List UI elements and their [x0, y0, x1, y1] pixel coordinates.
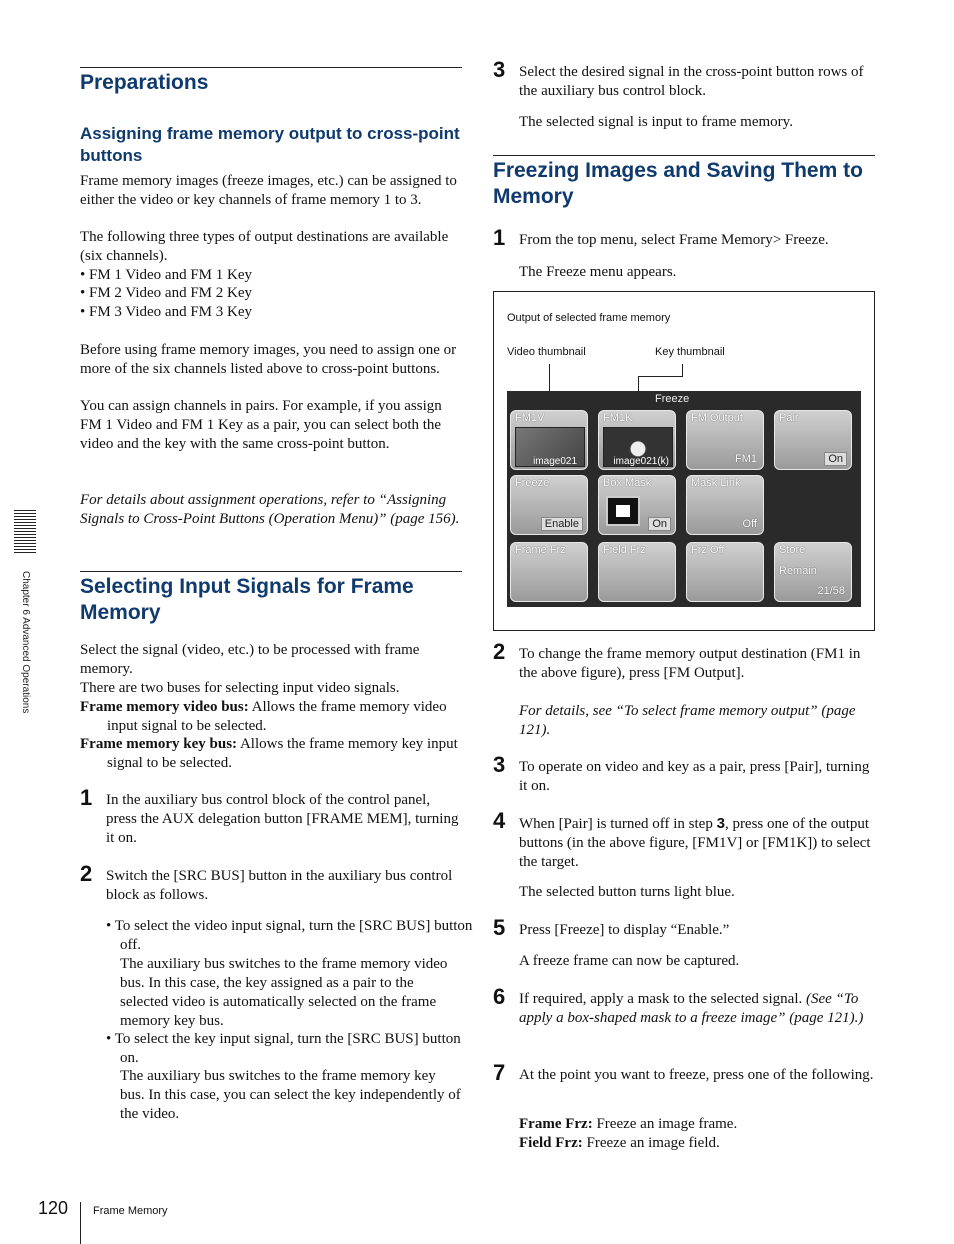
frz-off-button[interactable] [686, 542, 764, 602]
cross-reference-note: For details about assignment operations, refer to “Assigning Signals to Cross-Point Buttons (Operation Menu)” (page 156). [80, 492, 460, 527]
text-run: If required, apply a mask to the selected signal. [519, 991, 806, 1007]
definition: Freeze an image frame. [592, 1116, 738, 1132]
step-text [519, 990, 875, 1028]
thumbnail-name: image021 [533, 456, 577, 467]
step-number: 4 [493, 808, 506, 833]
bullet-item: • FM 3 Video and FM 3 Key [80, 304, 252, 320]
paragraph: There are two buses for selecting input video signals. [80, 680, 400, 696]
footer-divider [80, 1202, 81, 1244]
fm1k-button[interactable] [598, 410, 676, 470]
step-text: To change the frame memory output destination (FM1 in the above figure), press [FM Output]. [519, 646, 861, 681]
paragraph: Select the signal (video, etc.) to be processed with frame memory. [80, 642, 420, 677]
step-text: At the point you want to freeze, press one of the following. [519, 1067, 874, 1083]
text-run: , press one of the output buttons (in the above figure, [FM1V] or [FM1K]) to select the target. [519, 816, 871, 870]
freeze-button[interactable] [510, 475, 588, 535]
paragraph: The auxiliary bus switches to the frame memory key bus. In this case, you can select the key independently of the video. [120, 1068, 461, 1122]
bullet-item: • FM 1 Video and FM 1 Key [80, 267, 252, 283]
button-label: Mask Link [691, 477, 741, 489]
step-text: To operate on video and key as a pair, press [Pair], turning it on. [519, 759, 870, 794]
pair-button[interactable] [774, 410, 852, 470]
button-label: Field Frz [603, 544, 646, 556]
paragraph: The following three types of output destinations are available (six channels). [80, 229, 449, 264]
paragraph: Before using frame memory images, you need to assign one or more of the six channels listed above to cross-point buttons. [80, 342, 457, 377]
step-result: A freeze frame can now be captured. [519, 953, 740, 969]
definition-frame-frz [519, 1115, 875, 1134]
cross-reference-note: (See “To apply a box-shaped mask to a freeze image” (page 121).) [519, 991, 864, 1026]
term: Field Frz: [519, 1135, 583, 1151]
bullet-item: • To select the video input signal, turn the [SRC BUS] button off. [106, 918, 473, 953]
button-value: On [824, 452, 847, 466]
step-result: The selected button turns light blue. [519, 884, 735, 900]
definition-field-frz [519, 1134, 875, 1153]
paragraph: You can assign channels in pairs. For example, if you assign FM 1 Video and FM 1 Key as a pair, you can select both the video and the key with the same cross-point button. [80, 398, 442, 452]
step-text: Switch the [SRC BUS] button in the auxiliary bus control block as follows. [106, 868, 453, 903]
button-value: Enable [541, 517, 583, 531]
mask-box [616, 505, 630, 517]
button-label: Box Mask [603, 477, 652, 489]
store-button[interactable] [774, 542, 852, 602]
field-frz-button[interactable] [598, 542, 676, 602]
frame-frz-button[interactable] [510, 542, 588, 602]
button-label: FM1K [603, 412, 633, 424]
step-number: 2 [493, 639, 506, 664]
panel-title: Freeze [655, 393, 690, 405]
button-value: On [648, 517, 671, 531]
step-text: Press [Freeze] to display “Enable.” [519, 922, 730, 938]
button-label: FM1V [515, 412, 545, 424]
button-value: Off [742, 518, 757, 530]
remain-value: 21/58 [817, 585, 845, 597]
definition-video-bus [80, 698, 462, 736]
heading-assigning: Assigning frame memory output to cross-point buttons [80, 124, 460, 165]
button-value: FM1 [735, 453, 757, 465]
definition: Freeze an image field. [582, 1135, 720, 1151]
section-rule [80, 67, 462, 68]
step-number: 3 [493, 57, 506, 82]
definition: Allows the frame memory video input signal to be selected. [107, 699, 447, 734]
button-label: Freeze [515, 477, 550, 489]
button-label: Frz Off [691, 544, 725, 556]
step-text [519, 814, 875, 872]
step-text: Select the desired signal in the cross-point button rows of the auxiliary bus control block. [519, 64, 864, 99]
fm1v-button[interactable] [510, 410, 588, 470]
footer-section: Frame Memory [93, 1205, 168, 1217]
page-number: 120 [38, 1198, 69, 1218]
chapter-tab-marker [14, 510, 36, 554]
bullet-item: • To select the key input signal, turn the [SRC BUS] button on. [106, 1031, 461, 1066]
step-result: The Freeze menu appears. [519, 264, 677, 280]
leader-line [682, 364, 683, 376]
chapter-label: Chapter 6 Advanced Operations [20, 571, 31, 714]
button-label: Store [779, 544, 806, 556]
step-reference: 3 [716, 815, 725, 832]
step-number: 2 [80, 861, 93, 886]
step-number: 6 [493, 984, 506, 1009]
mask-preview-icon [606, 496, 640, 526]
box-mask-button[interactable] [598, 475, 676, 535]
cross-reference-note: For details, see “To select frame memory output” (page 121). [519, 703, 856, 738]
remain-label: Remain [779, 565, 817, 577]
bullet-item: • FM 2 Video and FM 2 Key [80, 285, 252, 301]
step-result: The selected signal is input to frame memory. [519, 114, 793, 130]
heading-selecting: Selecting Input Signals for Frame Memory [80, 575, 414, 624]
freeze-menu-figure [493, 291, 875, 631]
button-label: FM Output [691, 412, 743, 424]
step-number: 3 [493, 752, 506, 777]
term: Frame Frz: [519, 1116, 593, 1132]
step-number: 1 [80, 785, 93, 810]
step-text: From the top menu, select Frame Memory> Freeze. [519, 232, 829, 248]
button-label: Pair [779, 412, 799, 424]
section-rule [80, 571, 462, 572]
figure-label-video-thumbnail: Video thumbnail [507, 346, 586, 358]
step-number: 1 [493, 225, 506, 250]
heading-freezing: Freezing Images and Saving Them to Memory [493, 159, 863, 208]
mask-link-button[interactable] [686, 475, 764, 535]
figure-label-output: Output of selected frame memory [507, 312, 671, 324]
term: Frame memory key bus: [80, 736, 238, 752]
freeze-menu-panel [507, 391, 861, 607]
definition: Allows the frame memory key input signal to be selected. [107, 736, 458, 771]
step-text: In the auxiliary bus control block of the control panel, press the AUX delegation button [FRAME MEM], turning it on. [106, 792, 459, 846]
term: Frame memory video bus: [80, 699, 249, 715]
step-number: 5 [493, 915, 506, 940]
thumbnail-name: image021(k) [613, 456, 669, 467]
leader-line [638, 376, 683, 377]
paragraph: Frame memory images (freeze images, etc.) can be assigned to either the video or key channels of frame memory 1 to 3. [80, 173, 457, 208]
definition-key-bus [80, 735, 462, 773]
section-rule [493, 155, 875, 156]
button-label: Frame Frz [515, 544, 566, 556]
figure-label-key-thumbnail: Key thumbnail [655, 346, 725, 358]
step-number: 7 [493, 1060, 506, 1085]
paragraph: The auxiliary bus switches to the frame memory video bus. In this case, the key assigned as a pair to the selected video is automatically selected on the frame memory key bus. [120, 956, 448, 1029]
heading-preparations: Preparations [80, 71, 209, 94]
text-run: When [Pair] is turned off in step [519, 816, 717, 832]
fm-output-button[interactable] [686, 410, 764, 470]
